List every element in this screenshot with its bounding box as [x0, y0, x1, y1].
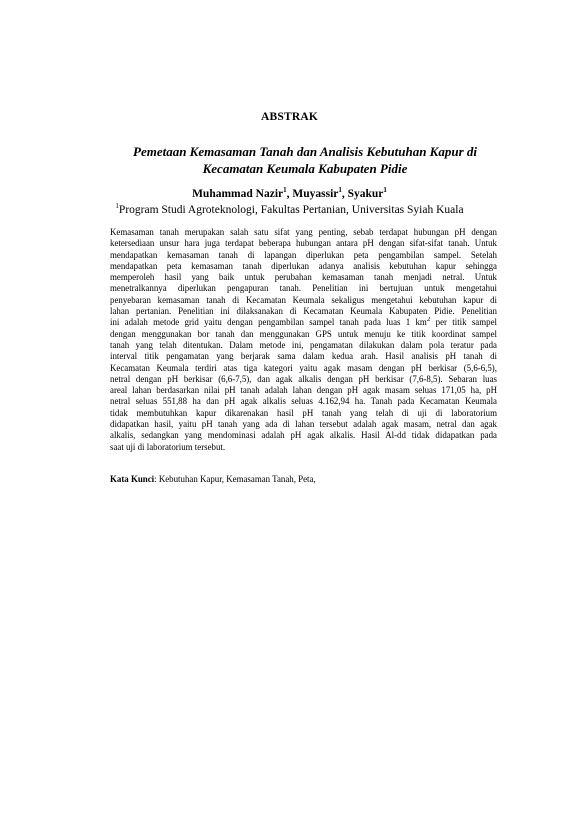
abstract-line: lahan pertanian. Penelitian ini dilaksanakan di Kecamatan Keumala Kabupaten Pidie. Penelitian — [110, 306, 497, 317]
author-list — [0, 188, 579, 200]
affiliation-mark: 1 — [115, 202, 119, 211]
abstract-line: saat uji di laboratorium tersebut. — [110, 441, 226, 452]
abstract-line: tanah yang telah ditentukan. Dalam metode ini, pengamatan dilakukan dalam pola teratur pada — [110, 339, 497, 350]
author-name: Muhammad Nazir — [192, 188, 284, 200]
abstract-line: mendapatkan kemasaman tanah di lapangan diperlukan peta pengambilan sampel. Setelah — [110, 249, 497, 260]
abstract-line-text: ini adalah metode grid yaitu dengan pengambilan sampel tanah pada luas 1 km — [110, 317, 427, 328]
km-superscript: 2 — [426, 317, 431, 324]
author-affiliation — [0, 204, 579, 216]
author-separator: , — [341, 188, 348, 200]
abstract-line: Kecamatan Keumala terdiri atas tiga kategori yaitu agak masam dengan pH berkisar (5,6-6,5), — [110, 362, 497, 373]
abstract-line: areal lahan berdasarkan nilai pH tanah adalah lahan dengan pH agak masam seluas 171,05 ha, pH — [110, 385, 497, 396]
abstract-line: ketersediaan unsur hara juga terdapat beberapa hubungan antara pH dengan sifat-sifat tanah. Untuk — [110, 238, 497, 249]
abstract-line: didapatkan hasil, yaitu pH tanah yang ada di lahan tersebut adalah agak masam, netral dan agak — [110, 419, 497, 430]
abstract-body — [110, 227, 497, 453]
affiliation-text: Program Studi Agroteknologi, Fakultas Pertanian, Universitas Syiah Kuala — [118, 204, 464, 216]
abstract-line: memperoleh hasil yang baik untuk perubahan kemasaman tanah menjadi netral. Untuk — [110, 272, 497, 283]
abstract-heading: ABSTRAK — [261, 111, 318, 123]
author-name: Muyassir — [292, 188, 339, 200]
keywords-label: Kata Kunci — [110, 474, 155, 484]
author-affiliation-mark: 1 — [283, 186, 287, 195]
author-affiliation-mark: 1 — [338, 186, 342, 195]
abstract-line: penyebaran kemasaman tanah di Kecamatan Keumala sekaligus mengetahui kebutuhan kapur di — [110, 294, 497, 305]
author-name: Syakur — [347, 188, 384, 200]
keywords-text: : Kebutuhan Kapur, Kemasaman Tanah, Peta, — [154, 474, 316, 484]
abstract-line: netral dengan pH berkisar (6,6-7,5), dan agak alkalis dengan pH berkisar (7,6-8,5). Sebaran luas — [110, 373, 497, 384]
abstract-line: netral seluas 551,88 ha dan pH agak alkalis seluas 4.162,94 ha. Tanah pada Kecamatan Keumala — [110, 396, 497, 407]
abstract-line: mendapatkan peta kemasaman tanah diperlukan adanya analisis kebutuhan kapur sehingga — [110, 260, 497, 271]
abstract-line-with-superscript — [110, 317, 497, 328]
keywords — [110, 474, 497, 484]
paper-title: Pemetaan Kemasaman Tanah dan Analisis Kebutuhan Kapur di Kecamatan Keumala Kabupaten Pidie — [133, 144, 477, 176]
abstract-line-text: per titik sampel — [430, 317, 497, 328]
abstract-line: dengan menggunakan bor tanah dan menggunakan GPS untuk menuju ke titik koordinat sampel — [110, 328, 497, 339]
abstract-line: Kemasaman tanah merupakan salah satu sifat yang penting, sebab terdapat hubungan pH dengan — [110, 227, 497, 237]
abstract-line: menetralkannya diperlukan pengapuran tanah. Penelitian ini bertujuan untuk mengetahui — [110, 283, 497, 294]
abstract-line: tidak membutuhkan kapur dikarenakan hasil pH tanah yang telah di uji di laboratorium — [110, 407, 497, 418]
author-separator: , — [286, 188, 293, 200]
author-affiliation-mark: 1 — [383, 186, 387, 195]
abstract-line: interval titik pengamatan yang berjarak sama dalam kedua arah. Hasil analisis pH tanah di — [110, 351, 497, 362]
abstract-line: alkalis, sedangkan yang mendominasi adalah pH agak alkalis. Hasil Al-dd tidak didapatkan pada — [110, 430, 497, 441]
